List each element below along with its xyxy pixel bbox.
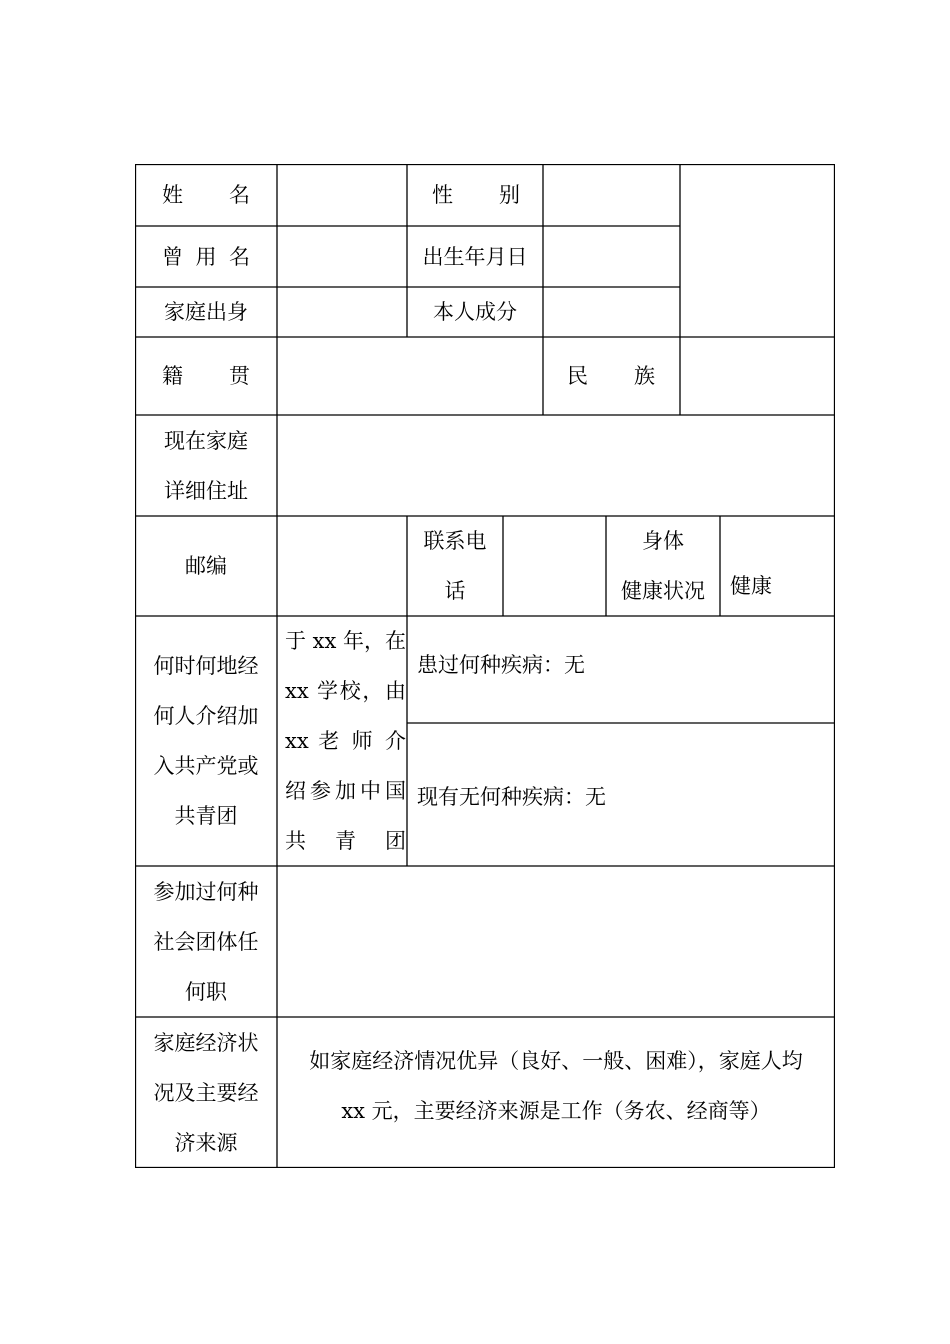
- former-name-label: 曾 用 名: [162, 244, 250, 269]
- name-label: 姓 名: [162, 183, 250, 207]
- ethnicity-label: 民 族: [567, 364, 655, 388]
- address-value-field[interactable]: [277, 415, 835, 516]
- address-label: 现在家庭 详细住址: [164, 428, 248, 503]
- postcode-value-field[interactable]: [277, 516, 407, 616]
- personal-status-value-field[interactable]: [543, 287, 680, 337]
- gender-label: 性 别: [432, 183, 520, 207]
- phone-label: 联系电 话: [423, 529, 487, 603]
- family-economy-value: 如家庭经济情况优异（良好、一般、困难），家庭人均 xx 元，主要经济来源是工作（务农、经商等）: [309, 1048, 803, 1123]
- native-place-label: 籍 贯: [162, 364, 250, 388]
- phone-value-field[interactable]: [503, 516, 606, 616]
- registration-form-table: [135, 164, 835, 1168]
- health-label: 身体 健康状况: [621, 529, 705, 603]
- family-economy-label: 家庭经济状 况及主要经 济来源: [153, 1030, 259, 1155]
- postcode-label: 邮编: [185, 554, 227, 578]
- current-illness-value: 现有无何种疾病：无: [417, 784, 606, 809]
- birth-date-value-field[interactable]: [543, 226, 680, 287]
- native-place-value-field[interactable]: [277, 337, 543, 415]
- party-join-label: 何时何地经 何人介绍加 入共产党或 共青团: [153, 654, 259, 828]
- gender-value-field[interactable]: [543, 164, 680, 226]
- ethnicity-value-field[interactable]: [680, 337, 835, 415]
- past-illness-value: 患过何种疾病：无: [417, 652, 585, 677]
- name-value-field[interactable]: [277, 164, 407, 226]
- personal-status-label: 本人成分: [433, 300, 517, 324]
- family-origin-value-field[interactable]: [277, 287, 407, 337]
- photo-box: [680, 164, 835, 337]
- family-origin-label: 家庭出身: [164, 300, 248, 324]
- social-organization-value-field[interactable]: [277, 866, 835, 1017]
- health-value: 健康: [730, 574, 772, 598]
- party-join-value: 于 xx 年，在 xx 学校，由 xx 老 师 介 绍参加中国 共青团: [285, 629, 407, 853]
- social-organization-label: 参加过何种 社会团体任 何职: [153, 879, 259, 1004]
- former-name-value-field[interactable]: [277, 226, 407, 287]
- birth-date-label: 出生年月日: [422, 244, 528, 269]
